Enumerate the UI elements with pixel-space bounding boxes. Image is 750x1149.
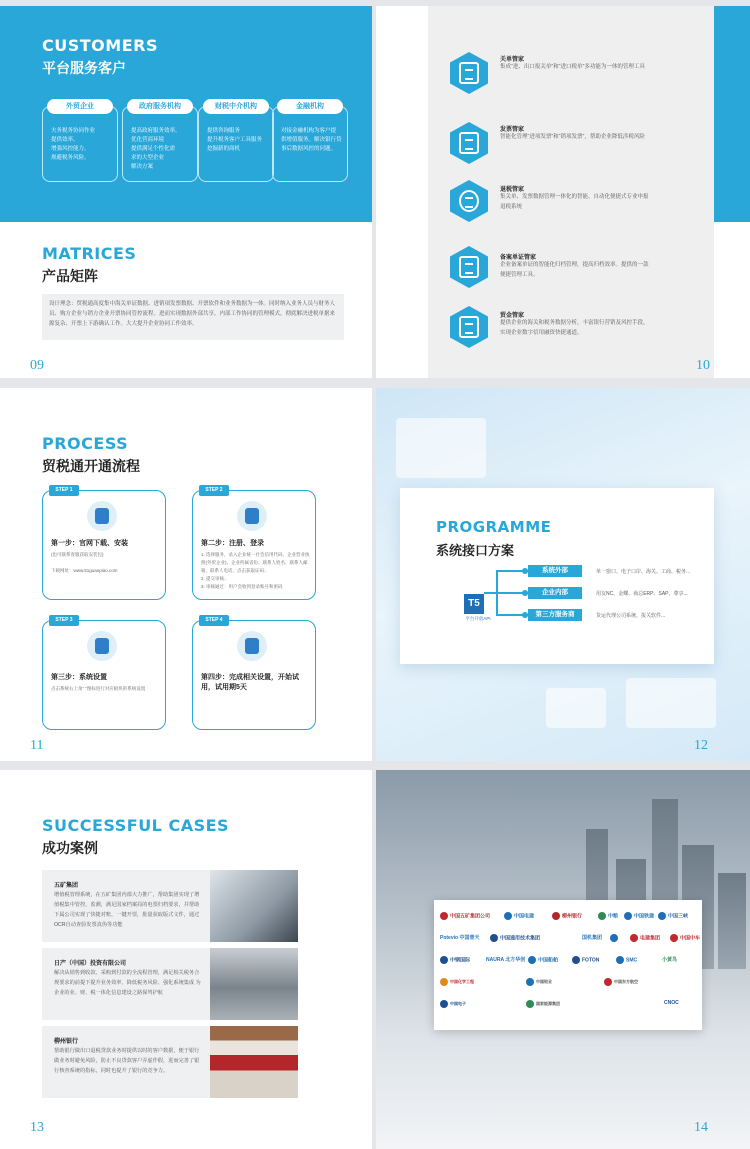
process-title-en: PROCESS — [42, 434, 129, 453]
client-logo: 中国东方航空 — [604, 978, 638, 986]
client-logo: 电建集团 — [630, 934, 660, 942]
client-logo: 中国电子 — [440, 1000, 466, 1008]
customer-text: 对接金融机构为客户提 供增值服务。解决银行贷 事后数据风控的问题。 — [281, 128, 342, 152]
cases-title-en: SUCCESSFUL CASES — [42, 816, 230, 835]
handshake-photo — [210, 870, 298, 942]
page-customers-matrices — [0, 6, 372, 378]
decor-block — [396, 418, 486, 478]
case-title: 日产（中国）投资有限公司 — [54, 961, 127, 967]
page-process — [0, 388, 372, 761]
step-card-3 — [42, 617, 166, 730]
programme-title-cn: 系统接口方案 — [436, 543, 515, 558]
module-title: 贸金管家 — [500, 313, 525, 319]
module-desc: 集成“进、出口报关单”和“进口税单”多功能为一体的管理工具 — [500, 64, 645, 70]
interface-desc: 单一窗口、电子口岸、海关、工商、税务... — [596, 569, 691, 575]
client-logo: 中国五矿集团公司 — [440, 912, 490, 920]
client-logo: 国机集团 — [582, 935, 603, 941]
client-logo: 中国铝业 — [526, 978, 552, 986]
module-desc: 企业备案单证的智能化归档管理，提高归档效率。提供的一款便捷管理工具。 — [500, 262, 649, 278]
step-desc: (也可联系客服获取安装包) 下载网址：www.51guanpiao.com — [51, 552, 118, 573]
page-clients — [376, 770, 750, 1149]
decor-block — [626, 678, 716, 728]
api-logo-caption: 平台开放API — [465, 616, 491, 621]
module-title: 发票管家 — [500, 127, 525, 133]
bank-building-photo — [210, 1026, 298, 1098]
customer-card-trade — [42, 103, 118, 182]
client-logo: 中国通用技术集团 — [490, 934, 540, 942]
step-desc: 1. 选择服务，录入企业统一社会信用代码、企业营业执照(外贸企业)、企业所属省份、联系人姓名、联系人邮箱、联系人电话、点击获取证码； 2. 提交审核； 3. 审核通过：用户会收到登录账号和密码 — [201, 552, 310, 589]
case-title: 五矿集团 — [54, 883, 79, 889]
page-number: 10 — [696, 358, 710, 373]
client-logo: FOTON — [572, 956, 599, 964]
interface-desc: 货运代理公司系统、报关软件... — [596, 613, 666, 619]
step-title: 第二步：注册、登录 — [201, 540, 264, 547]
step-desc: 点击系统右上角“ ”图标进行对应板块的系统设置 — [51, 686, 146, 691]
programme-title-en: PROGRAMME — [436, 518, 552, 536]
client-logo: 中钢国际 — [440, 956, 470, 964]
page-number: 09 — [30, 358, 44, 373]
customers-title-cn: 平台服务客户 — [42, 60, 126, 76]
download-icon — [87, 501, 117, 531]
interface-label: 第三方服务商 — [528, 609, 582, 621]
customer-card-finance — [272, 103, 348, 182]
customer-text: 提供咨询服务 提升税务客户工具服务 挖掘新的商机 — [207, 128, 263, 152]
cases-title-cn: 成功案例 — [42, 840, 98, 856]
case-title: 柳州银行 — [54, 1039, 79, 1045]
interface-label: 系统外部 — [528, 565, 582, 577]
module-desc: 集关单、发票数据管理一体化的智能、自动化便捷式专业申报退税系统 — [500, 194, 649, 210]
decor-block — [546, 688, 606, 728]
client-logo: 柳州银行 — [552, 912, 582, 920]
api-logo-icon: T5 — [464, 594, 484, 614]
page-programme — [376, 388, 750, 761]
client-logo: NAURA 北方华创 — [486, 957, 526, 963]
programme-card — [400, 488, 714, 664]
module-title: 备案单证管家 — [500, 255, 537, 261]
client-logo: 中国船舶 — [528, 956, 558, 964]
step-title: 第四步：完成相关设置，开始试用，试用期5天 — [201, 674, 299, 691]
module-desc: 智能化管理“进项发票”和“销项发票”，帮助企业降低涉税风险 — [500, 134, 645, 140]
client-logo: 中国化学工程 — [440, 978, 474, 986]
interface-label: 企业内部 — [528, 587, 582, 599]
client-logo: 中国三峡 — [658, 912, 688, 920]
client-logo — [610, 934, 620, 942]
customer-card-tax-agency — [198, 103, 274, 182]
client-logo: Potevio 中国普天 — [440, 935, 480, 941]
page-number: 13 — [30, 1120, 44, 1135]
customer-text: 夫务税务协同作业 提供效率。 增强风控能力。 规避税务风险。 — [51, 128, 96, 161]
settings-icon — [87, 631, 117, 661]
page-number: 11 — [30, 738, 44, 753]
customer-card-government — [122, 103, 198, 182]
step-tag: STEP 2 — [199, 485, 229, 496]
page-modules — [376, 6, 750, 378]
step-title: 第三步：系统设置 — [51, 674, 107, 681]
step-card-2 — [192, 487, 316, 600]
case-card-nissan — [42, 948, 298, 1020]
case-desc: 解决从销售到收款、采购到付款的全流程管理，满足相关税务合规要求的前提下提升业务效率、降低税务风险、强化系统集成 为企业的业、财、税一体化信息建设之路保驾护航 — [54, 970, 201, 996]
case-card-minmetals — [42, 870, 298, 942]
step-title: 第一步：官网下载、安装 — [51, 540, 128, 547]
client-logo: 国家能源集团 — [526, 1000, 560, 1008]
customer-text: 提高政府服务效率。 优化营商环境 提供满足个性化需 求的大型企业 解决方案 — [131, 128, 181, 170]
trial-icon — [237, 631, 267, 661]
module-desc: 提供企业的海关和税务数据分析，丰富银行营销及风控手段，实现企业数字信用融资快捷通道。 — [500, 320, 649, 336]
customer-label: 政府服务机构 — [127, 99, 193, 114]
skyscraper — [718, 873, 746, 969]
case-desc: 帮助银行做出口退税贷款业务时提供以时的客户数据，便于银行做业务时避免风险，防止不良贷款客户弄虚作假，进而完善了银行核查系统的指标，同时也提升了银行的竞争力。 — [54, 1048, 200, 1074]
page-cases — [0, 770, 372, 1149]
client-logo-wall — [434, 900, 702, 1030]
customers-title-en: CUSTOMERS — [42, 36, 158, 55]
page-number: 12 — [694, 738, 708, 753]
step-tag: STEP 3 — [49, 615, 79, 626]
design-description: 设计理念：贸税通高度集中海关单证数据、进销项发票数据、开票软件和业务数据为一体。同时纳入业务人员与财务人员、购方企业与销方企业开票协同管控流程。进而实现数据外部共享。内部工作协同的管理模式，彻底解决进税单据来源复杂、开票上下游确认工作。大大提升企业协同工作效率。 — [42, 294, 344, 340]
step-tag: STEP 1 — [49, 485, 79, 496]
register-icon — [237, 501, 267, 531]
blue-bar — [714, 6, 750, 222]
customer-label: 外贸企业 — [47, 99, 113, 114]
step-tag: STEP 4 — [199, 615, 229, 626]
page-number: 14 — [694, 1120, 708, 1135]
module-title: 退税管家 — [500, 187, 525, 193]
client-logo: CNOC — [664, 1000, 679, 1006]
matrices-title-en: MATRICES — [42, 244, 137, 263]
process-title-cn: 贸税通开通流程 — [42, 458, 140, 474]
customer-label: 财税中介机构 — [203, 99, 269, 114]
case-card-liuzhou-bank — [42, 1026, 298, 1098]
client-logo: 中粮 — [598, 912, 618, 920]
step-card-4 — [192, 617, 316, 730]
matrices-title-cn: 产品矩阵 — [42, 268, 98, 284]
client-logo: 小黄鸟 — [662, 957, 678, 963]
module-title: 关单管家 — [500, 57, 525, 63]
client-logo: 中国电建 — [504, 912, 534, 920]
case-desc: 增值税管理系统，在五矿集团内部大力推广，帮助集团实现了增值税集中管控，监测，满足国家档案局的电票归档要求，并帮助下属公司实现了快捷对账，一键开票，批量获取版式文件，通过OCR自动查验发票真伪等功能 — [54, 892, 200, 928]
customer-label: 金融机构 — [277, 99, 343, 114]
interface-desc: 用友NC、金蝶、商总ERP、SAP、尊享... — [596, 591, 688, 597]
client-logo: 中国铁建 — [624, 912, 654, 920]
step-card-1 — [42, 487, 166, 600]
client-logo: 中国中车 — [670, 934, 700, 942]
client-logo: SMC — [616, 956, 637, 964]
business-handshake-photo — [210, 948, 298, 1020]
